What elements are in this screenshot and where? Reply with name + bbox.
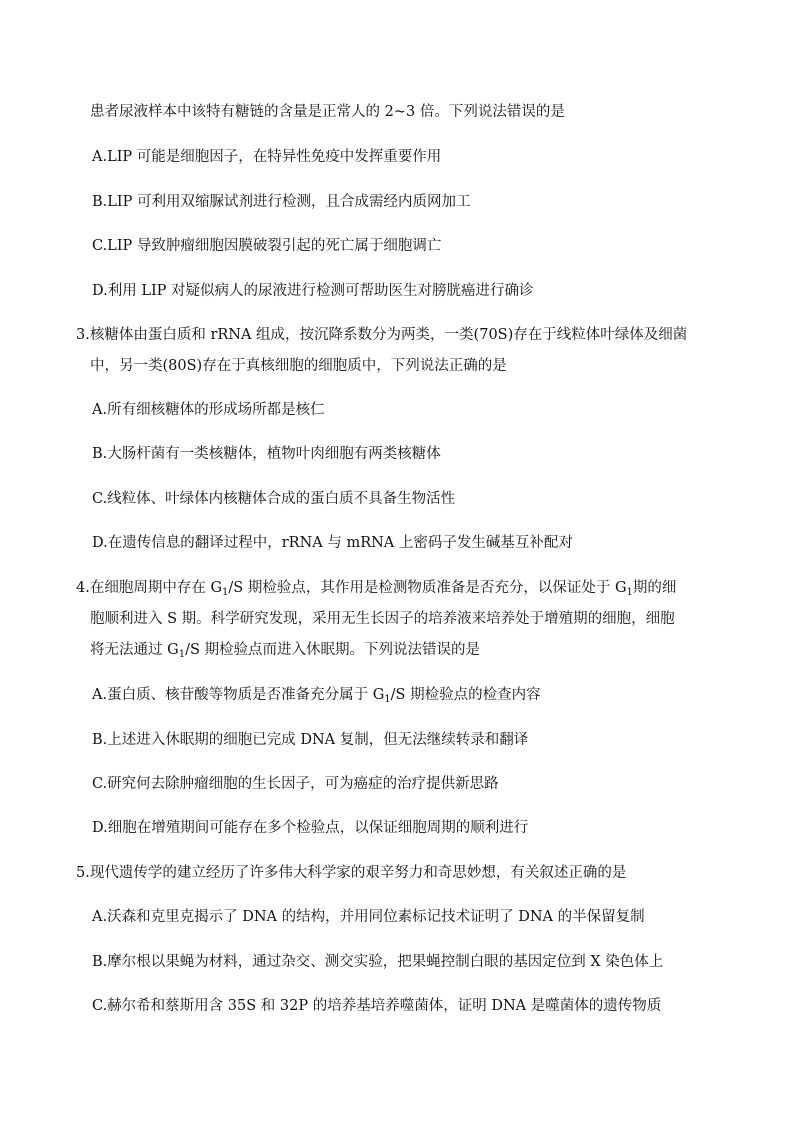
subscript: 1: [626, 587, 633, 598]
q4-text: 期的细: [632, 580, 677, 596]
q4-stem-line3: [90, 640, 480, 660]
q4-text: /S 期检验点而进入休眠期。下列说法错误的是: [185, 642, 481, 658]
q2-stem-continued: 患者尿液样本中该特有糖链的含量是正常人的 2~3 倍。下列说法错误的是: [90, 104, 565, 120]
q5-stem: 5.现代遗传学的建立经历了许多伟大科学家的艰辛努力和奇思妙想，有关叙述正确的是: [76, 865, 627, 881]
q3-option-c: C.线粒体、叶绿体内核糖体合成的蛋白质不具备生物活性: [92, 491, 456, 507]
q4-option-d: D.细胞在增殖期间可能存在多个检验点，以保证细胞周期的顺利进行: [92, 820, 529, 836]
q2-option-c: C.LIP 导致肿瘤细胞因膜破裂引起的死亡属于细胞调亡: [92, 238, 442, 254]
q2-option-b: B.LIP 可利用双缩脲试剂进行检测，且合成需经内质网加工: [92, 194, 471, 210]
subscript: 1: [178, 649, 186, 660]
q4-text: 4.在细胞周期中存在 G: [76, 580, 223, 596]
q3-option-b: B.大肠杆菌有一类核糖体，植物叶肉细胞有两类核糖体: [92, 446, 441, 462]
q5-option-b: B.摩尔根以果蝇为材料，通过杂交、测交实验，把果蝇控制白眼的基因定位到 X 染色体上: [92, 954, 664, 970]
q5-option-a: A.沃森和克里克揭示了 DNA 的结构，并用同位素标记技术证明了 DNA 的半保留复制: [92, 909, 645, 925]
q2-option-a: A.LIP 可能是细胞因子，在特异性免疫中发挥重要作用: [92, 149, 442, 165]
subscript: 1: [384, 694, 391, 705]
q4-option-a: [92, 685, 541, 705]
q5-option-c: C.赫尔希和蔡斯用含 35S 和 32P 的培养基培养噬菌体，证明 DNA 是噬菌体的遗传物质: [92, 998, 662, 1014]
q3-option-d: D.在遗传信息的翻译过程中，rRNA 与 mRNA 上密码子发生碱基互补配对: [92, 535, 573, 551]
subscript: 1: [222, 587, 229, 598]
q2-option-d: D.利用 LIP 对疑似病人的尿液进行检测可帮助医生对膀胱癌进行确诊: [92, 283, 534, 299]
q3-option-a: A.所有细核糖体的形成场所都是核仁: [92, 402, 325, 418]
q3-stem-line1: 3.核糖体由蛋白质和 rRNA 组成，按沉降系数分为两类，一类(70S)存在于线粒体叶绿体及细菌: [76, 327, 688, 343]
q4-option-a-text: /S 期检验点的检查内容: [390, 687, 541, 703]
q4-text: /S 期检验点，其作用是检测物质准备是否充分，以保证处于 G: [228, 580, 627, 596]
q4-stem-line2: 胞顺利进入 S 期。科学研究发现，采用无生长因子的培养液来培养处于增殖期的细胞，细胞: [90, 611, 675, 627]
q4-option-a-text: A.蛋白质、核苷酸等物质是否准备充分属于 G: [92, 687, 385, 703]
q4-text: 将无法通过 G: [90, 642, 179, 658]
q4-option-c: C.研究何去除肿瘤细胞的生长因子，可为癌症的治疗提供新思路: [92, 776, 499, 792]
q4-stem-line1: [76, 578, 676, 598]
q3-stem-line2: 中，另一类(80S)存在于真核细胞的细胞质中，下列说法正确的是: [90, 358, 507, 374]
q4-option-b: B.上述进入休眠期的细胞已完成 DNA 复制，但无法继续转录和翻译: [92, 732, 529, 748]
